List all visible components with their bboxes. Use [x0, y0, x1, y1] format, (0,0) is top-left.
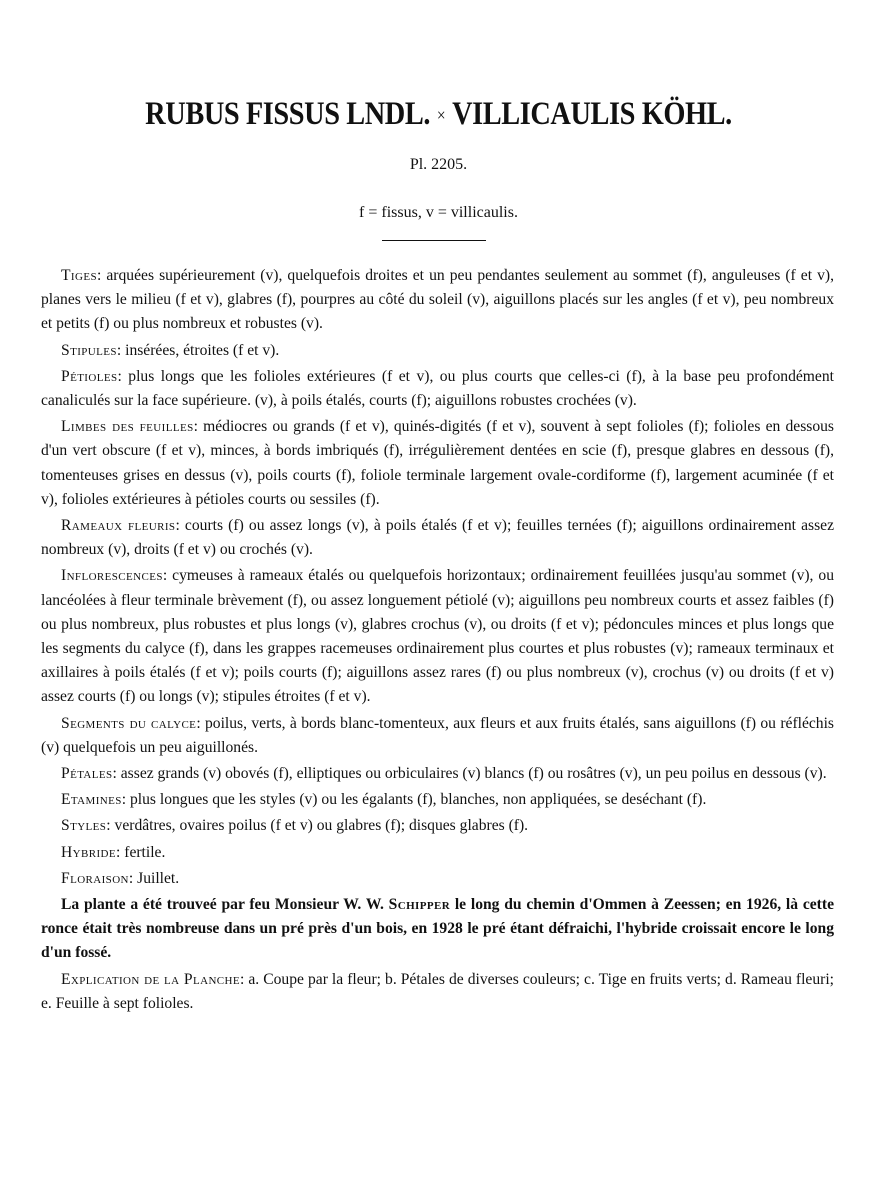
divider-rule: [382, 240, 486, 241]
paragraph-tiges: [41, 264, 834, 337]
paragraph-heading: Limbes des feuilles: [61, 418, 194, 436]
collector-name: Schipper: [388, 896, 451, 914]
credit-text-after: le long du chemin d'Ommen à Zeessen; en 1926, là cette ronce était très nombreuse dans un pré près d'un bois, en 1928 le pré étant défraichi, l'hybride croissait encore le long d'un fossé.: [41, 896, 834, 962]
paragraph-inflorescences: [41, 564, 834, 709]
paragraph-heading: Pétioles: [61, 367, 118, 385]
paragraph-text: : plus longues que les styles (v) ou les égalants (f), blanches, non appliquées, se deséchant (f).: [121, 791, 707, 809]
paragraph-collector-credit: [41, 893, 834, 966]
paragraph-heading: Floraison: [61, 869, 129, 887]
title-part1: RUBUS FISSUS LNDL.: [145, 96, 431, 132]
title-part2: VILLICAULIS KÖHL.: [452, 96, 732, 132]
hybrid-cross-symbol: ×: [436, 105, 446, 125]
paragraph-floraison: [41, 867, 834, 891]
paragraph-heading: Stipules: [61, 341, 117, 359]
paragraph-limbes: [41, 415, 834, 512]
paragraph-heading: Inflorescences: [61, 567, 163, 585]
paragraph-text: : assez grands (v) obovés (f), elliptiques ou orbiculaires (v) blancs (f) ou rosâtres (v), un peu poilus en dessous (v).: [112, 765, 827, 783]
description-body: [41, 264, 834, 1018]
paragraph-heading: Tiges: [61, 267, 97, 284]
paragraph-text: : plus longs que les folioles extérieures (f et v), ou plus courts que celles-ci (f), à la base peu profondément canaliculés sur la face supérieure. (v), à poils étalés, courts (f); aiguillons robustes crochées (v).: [41, 367, 834, 410]
paragraph-petioles: [41, 365, 834, 413]
document-title: [61, 96, 815, 133]
paragraph-text: : a. Coupe par la fleur; b. Pétales de diverses couleurs; c. Tige en fruits verts; d. Rameau fleuri; e. Feuille à sept folioles.: [41, 970, 834, 1012]
paragraph-heading: Pétales: [61, 765, 113, 783]
paragraph-hybride: [41, 841, 834, 865]
paragraph-heading: Styles: [61, 817, 107, 835]
paragraph-heading: Explication de la Planche: [61, 970, 241, 988]
plate-number: Pl. 2205.: [409, 156, 468, 173]
paragraph-text: : fertile.: [116, 843, 166, 861]
paragraph-explication: [41, 968, 834, 1016]
paragraph-petales: [41, 762, 834, 786]
paragraph-etamines: [41, 788, 834, 812]
paragraph-text: : poilus, verts, à bords blanc-tomenteux, aux fleurs et aux fruits étalés, sans aiguillons (f) ou réfléchis (v) quelquefois un peu aiguillonés.: [41, 714, 835, 756]
paragraph-heading: Segments du calyce: [61, 714, 197, 732]
paragraph-heading: Etamines: [61, 791, 122, 809]
paragraph-stipules: [41, 339, 834, 363]
paragraph-text: : insérées, étroites (f et v).: [116, 341, 280, 359]
paragraph-text: : cymeuses à rameaux étalés ou quelquefois horizontaux; ordinairement feuillées jusqu'au sommet (v), ou lancéolées à fleur terminale brèvement (f), ou assez longuement pétiolé (v); aiguillons peu nombreux courts et assez faibles (f) ou plus nombreux, plus robustes et plus longs (v), glabres crochus (v), ou droits (f et v); pédoncules minces et plus longs que les segments du calyce (f), dans les grappes racemeuses ordinairement plus courtes et plus robustes (v); rameaux terminaux et axillaires à poils étalés (f et v); poils courts (f); aiguillons assez rares (f) ou plus nombreux (v), crochus (v) ou droits (f et v) assez courts (f) ou longs (v); stipules étroites (f et v).: [41, 567, 834, 706]
paragraph-text: : verdâtres, ovaires poilus (f et v) ou glabres (f); disques glabres (f).: [106, 817, 529, 835]
paragraph-styles: [41, 814, 834, 838]
paragraph-text: : Juillet.: [128, 869, 180, 887]
abbreviation-legend: f = fissus, v = villicaulis.: [359, 204, 518, 221]
paragraph-text: : arquées supérieurement (v), quelquefois droites et un peu pendantes seulement au sommet (f), anguleuses (f et v), planes vers le milieu (f et v), glabres (f), pourpres au côté du soleil (v), aiguillons placés sur les angles (f et v), peu nombreux et petits (f) ou plus nombreux et robustes (v).: [41, 267, 834, 333]
paragraph-segments: [41, 712, 834, 760]
paragraph-heading: Rameaux fleuris: [61, 517, 176, 535]
paragraph-heading: Hybride: [61, 843, 117, 861]
paragraph-rameaux: [41, 514, 834, 562]
paragraph-text: : médiocres ou grands (f et v), quinés-digités (f et v), souvent à sept folioles (f); folioles en dessous d'un vert obscure (f et v), minces, à bords imbriqués (f), irrégulièrement dentées en scie (f), presque glabres en dessous (f), tomenteuses grises en dessus (v), poils courts (f), foliole terminale largement ovale-cordiforme (f), largement acuminée (f et v), folioles extérieures à pétioles courts ou sessiles (f).: [41, 418, 834, 508]
credit-text-before: La plante a été trouveé par feu Monsieur W. W.: [61, 896, 389, 914]
paragraph-text: : courts (f) ou assez longs (v), à poils étalés (f et v); feuilles ternées (f); aiguillons ordinairement assez nombreux (v), droits (f et v) ou crochés (v).: [41, 517, 834, 559]
